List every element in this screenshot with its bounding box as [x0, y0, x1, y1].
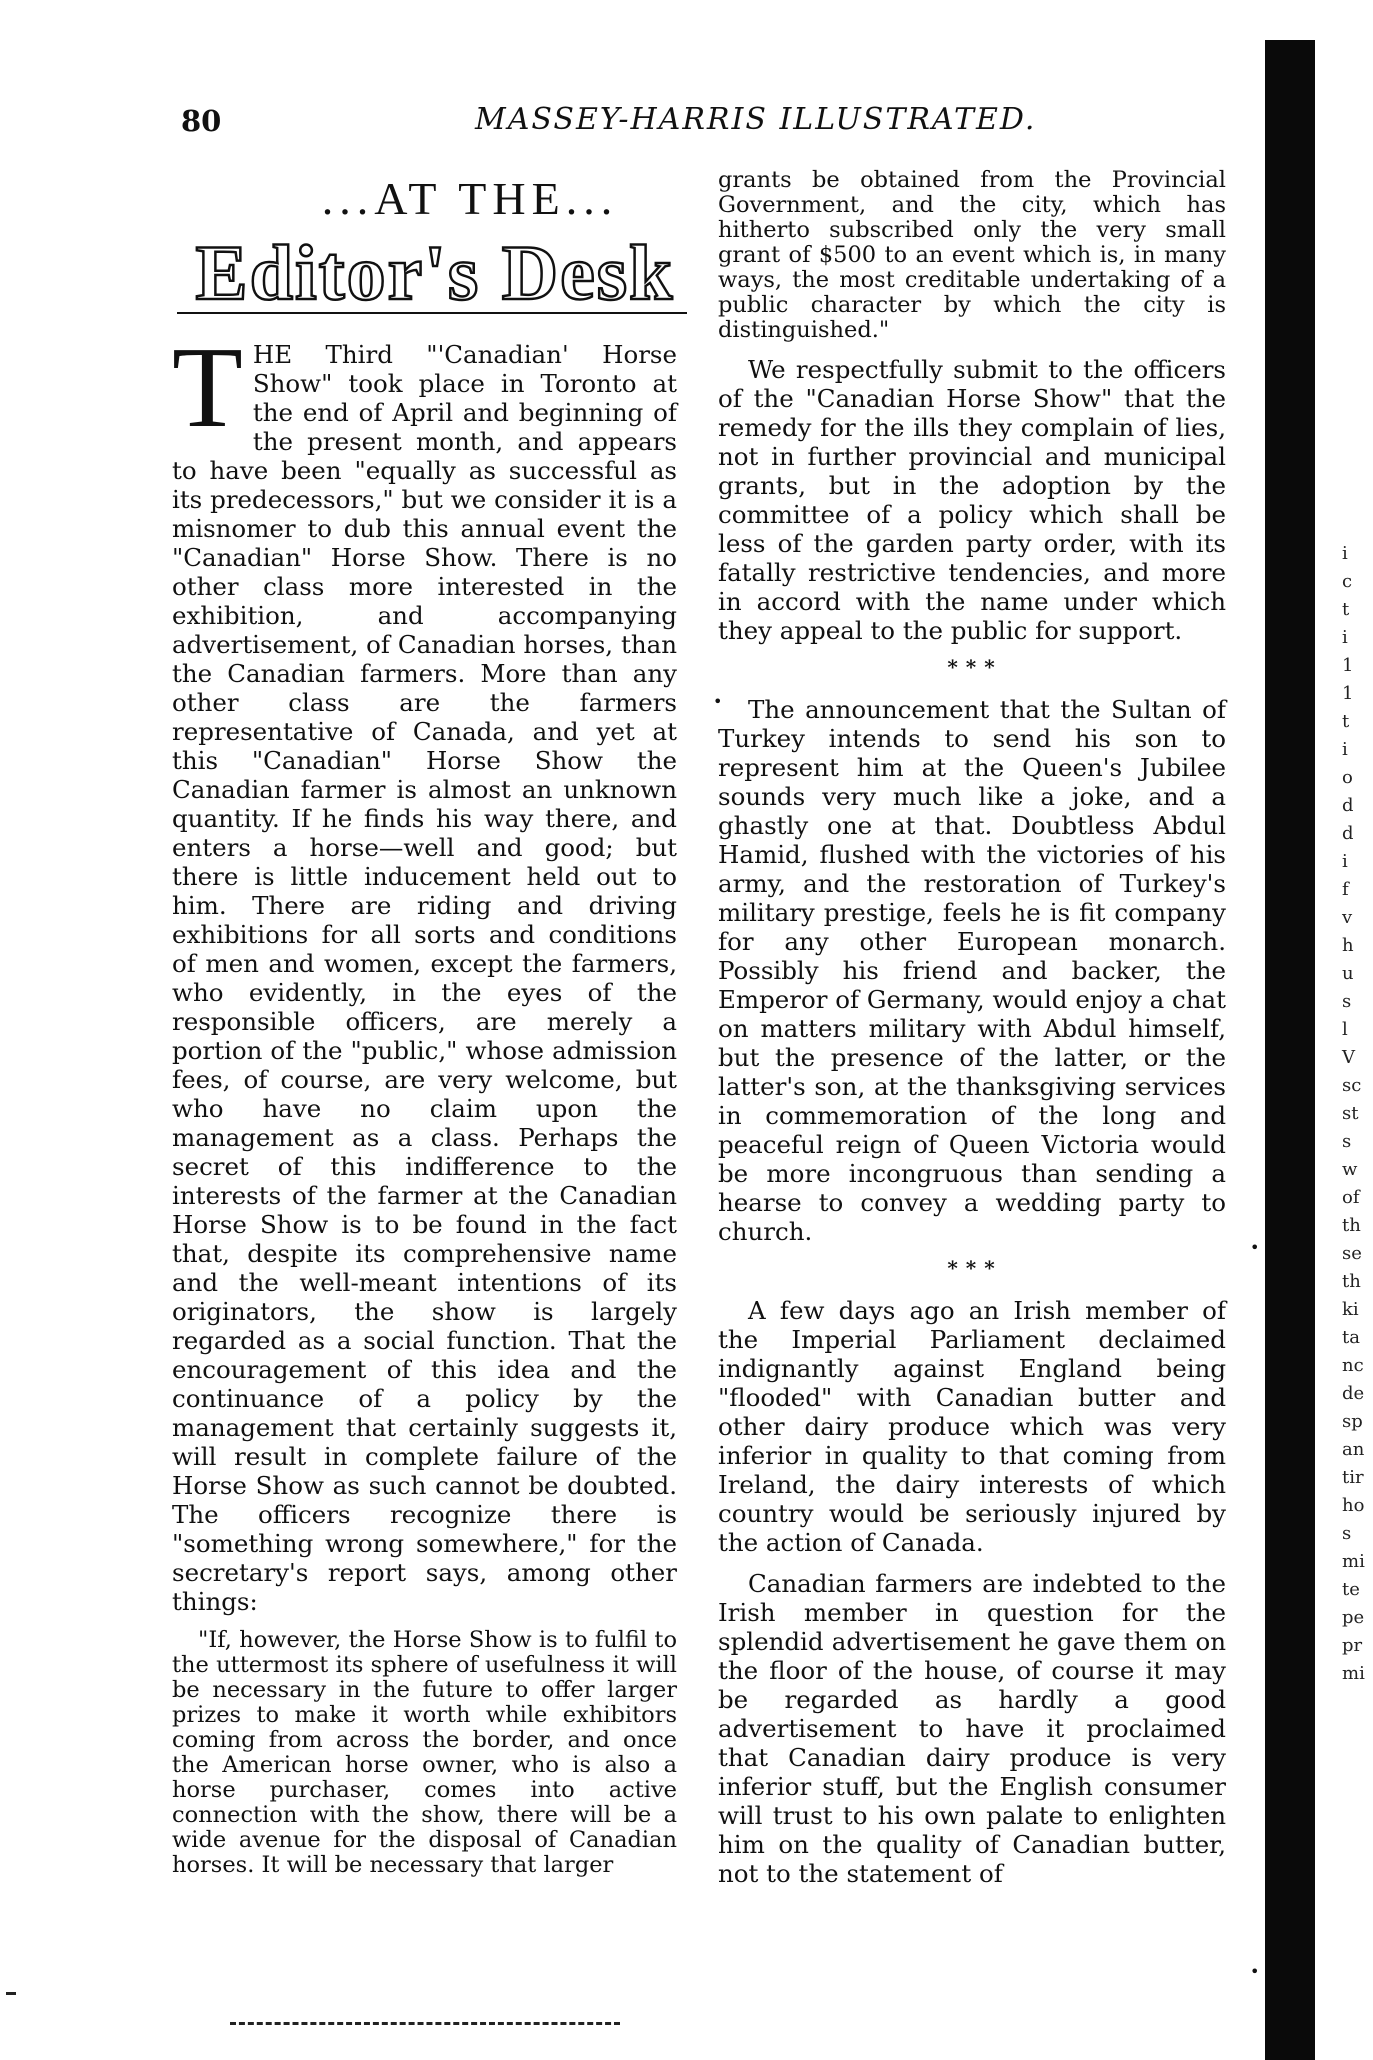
edge-fragment: 1 [1342, 683, 1354, 704]
edge-fragment: t [1342, 599, 1350, 620]
edge-fragment: t [1342, 711, 1350, 732]
section-kicker: ...AT THE... [321, 173, 619, 224]
edge-fragment: u [1342, 963, 1354, 984]
edge-fragment: se [1342, 1243, 1362, 1264]
edge-fragment: de [1342, 1383, 1365, 1404]
edge-fragment: s [1342, 1523, 1352, 1544]
margin-bullet: • [1250, 1238, 1260, 1257]
edge-fragment: te [1342, 1579, 1360, 1600]
edge-fragment: o [1342, 767, 1353, 788]
edge-fragment: i [1342, 627, 1348, 648]
section-separator: * * * [947, 1256, 997, 1280]
section-title: Editor's Desk [195, 229, 675, 316]
canadian-farmers-paragraph: Canadian farmers are indebted to the Irish member in question for the splendid advertisement he gave them on the floor of the house, of course it may be regarded as hardly a good advertisement to have it proclaimed that Canadian dairy produce is very inferior stuff, but the English consumer will trust to his own palate to enlighten him on the quality of Canadian butter, not to the statement of [718, 1569, 1226, 1888]
edge-fragment: V [1342, 1047, 1355, 1068]
opening-paragraph [172, 324, 677, 1616]
edge-fragment: i [1342, 851, 1348, 872]
edge-fragment: ho [1342, 1495, 1365, 1516]
edge-fragment: d [1342, 795, 1354, 816]
edge-fragment: mi [1342, 1551, 1365, 1572]
margin-bullet: • [1250, 1962, 1260, 1981]
edge-fragment: pe [1342, 1607, 1365, 1628]
edge-fragment: f [1342, 879, 1349, 900]
right-column [718, 168, 1226, 1900]
bottom-rule [230, 2022, 620, 2025]
edge-fragment: i [1342, 543, 1348, 564]
edge-fragment: s [1342, 1131, 1352, 1152]
edge-fragment: tir [1342, 1467, 1364, 1488]
sultan-paragraph: The announcement that the Sultan of Turkey intends to send his son to represent him at the Queen's Jubilee sounds very much like a joke, and a ghastly one at that. Doubtless Abdul Hamid, flushed with the victories of his army, and the restoration of Turkey's military prestige, feels he is fit company for any other European monarch. Possibly his friend and backer, the Emperor of Germany, would enjoy a chat on matters military with Abdul himself, but the presence of the latter, or the latter's son, at the thanksgiving services in commemoration of the long and peaceful reign of Queen Victoria would be more incongruous than sending a hearse to convey a wedding party to church. [718, 695, 1226, 1246]
edge-fragment: d [1342, 823, 1354, 844]
edge-fragment: of [1342, 1187, 1360, 1208]
adjacent-page-fragments [1342, 540, 1373, 1688]
edge-fragment: th [1342, 1215, 1361, 1236]
irish-member-paragraph: A few days ago an Irish member of the Imperial Parliament declaimed indignantly against England being "flooded" with Canadian butter and other dairy produce which was very inferior in quality to that coming from Ireland, the dairy interests of which country would be seriously injured by the action of Canada. [718, 1296, 1226, 1557]
margin-bullet: • [713, 692, 723, 711]
edge-fragment: i [1342, 739, 1348, 760]
left-column [172, 324, 677, 1890]
edge-fragment: pr [1342, 1635, 1363, 1656]
edge-fragment: st [1342, 1103, 1359, 1124]
section-separator: * * * [947, 655, 997, 679]
opening-paragraph-text: HE Third "'Canadian' Horse Show" took place in Toronto at the end of April and beginning of the present month, and appears to have been "equally as successful as its predecessors," but we consider it is a misnomer to dub this annual event the "Canadian" Horse Show. There is no other class more interested in the exhibition, and accompanying advertisement, of Canadian horses, than the Canadian farmers. More than any other class are the farmers representative of Canada, and yet at this "Canadian" Horse Show the Canadian farmer is almost an unknown quantity. If he finds his way there, and enters a horse—well and good; but there is little inducement held out to him. There are riding and driving exhibitions for all sorts and conditions of men and women, except the farmers, who evidently, in the eyes of the responsible officers, are merely a portion of the "public," whose admission fees, of course, are very welcome, but who have no claim upon the management as a class. Perhaps the secret of this indifference to the interests of the farmer at the Canadian Horse Show is to be found in the fact that, despite its comprehensive name and the well-meant intentions of its originators, the show is largely regarded as a social function. That the encouragement of this idea and the continuance of a policy by the management that certainly suggests it, will result in complete failure of the Horse Show as such cannot be doubted. The officers recognize there is "something wrong somewhere," for the secretary's report says, among other things: [172, 340, 677, 1616]
edge-fragment: l [1342, 1019, 1348, 1040]
binding-gutter-shadow [1265, 40, 1315, 2060]
page-number: 80 [181, 104, 222, 138]
edge-fragment: an [1342, 1439, 1365, 1460]
edge-fragment: 1 [1342, 655, 1354, 676]
secretary-report-quote-continued: grants be obtained from the Provincial Government, and the city, which has hitherto subscribed only the very small grant of $500 to an event which is, in many ways, the most creditable undertaking of a public character by which the city is distinguished." [718, 167, 1226, 343]
edge-fragment: v [1342, 907, 1353, 928]
corner-mark [6, 1992, 16, 1995]
running-head: MASSEY-HARRIS ILLUSTRATED. [475, 102, 1037, 137]
horse-show-response-paragraph: We respectfully submit to the officers of the "Canadian Horse Show" that the remedy for the ills they complain of lies, not in further provincial and municipal grants, but in the adoption by the committee of a policy which shall be less of the garden party order, with its fatally restrictive tendencies, and more in accord with the name under which they appeal to the public for support. [718, 355, 1226, 645]
edge-fragment: w [1342, 1159, 1358, 1180]
edge-fragment: ki [1342, 1299, 1359, 1320]
drop-cap: T [172, 324, 243, 452]
edge-fragment: mi [1342, 1663, 1365, 1684]
edge-fragment: h [1342, 935, 1354, 956]
edge-fragment: c [1342, 571, 1353, 592]
title-rule [177, 312, 687, 314]
edge-fragment: s [1342, 991, 1352, 1012]
edge-fragment: sc [1342, 1075, 1362, 1096]
edge-fragment: nc [1342, 1355, 1364, 1376]
edge-fragment: ta [1342, 1327, 1360, 1348]
secretary-report-quote: "If, however, the Horse Show is to fulfil to the uttermost its sphere of usefulness it will be necessary in the future to offer larger prizes to make it worth while exhibitors coming from across the border, and once the American horse owner, who is also a horse purchaser, comes into active connection with the show, there will be a wide avenue for the disposal of Canadian horses. It will be necessary that larger [172, 1627, 677, 1878]
edge-fragment: th [1342, 1271, 1361, 1292]
edge-fragment: sp [1342, 1411, 1363, 1432]
